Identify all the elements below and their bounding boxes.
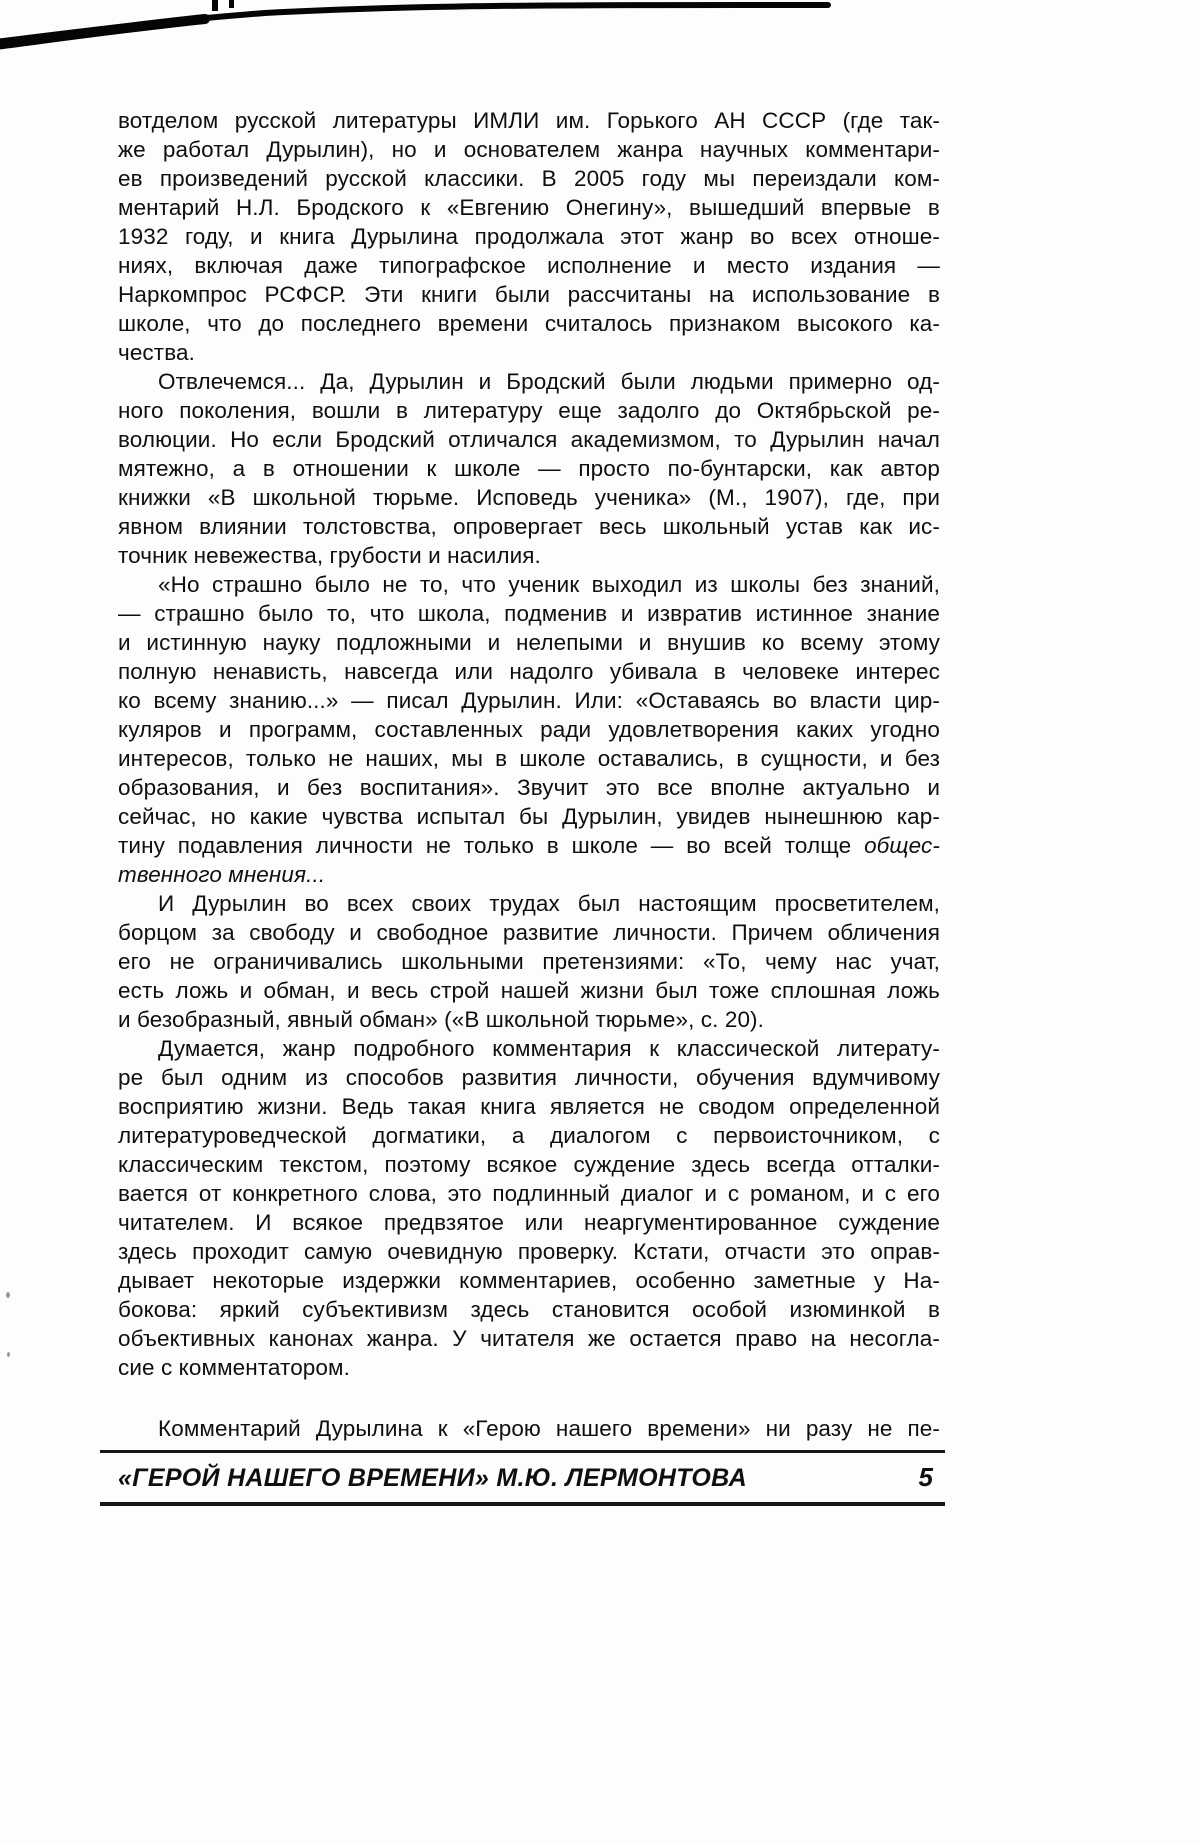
text-line xyxy=(118,483,940,512)
text-run-italic: твенного мнения... xyxy=(118,862,326,887)
text-line xyxy=(118,715,940,744)
text-run: ко всему знанию...» — писал Дурылин. Или: «Оставаясь во власти цир- xyxy=(118,688,940,713)
text-line xyxy=(118,802,940,831)
text-line xyxy=(118,1005,940,1034)
text-line xyxy=(118,454,940,483)
text-line xyxy=(118,599,940,628)
text-run: Наркомпрос РСФСР. Эти книги были рассчитаны на использование в xyxy=(118,282,940,307)
scan-speck xyxy=(7,1352,10,1357)
text-line xyxy=(118,1034,940,1063)
text-line xyxy=(118,657,940,686)
text-line xyxy=(118,251,940,280)
text-run: школе, что до последнего времени считалось признаком высокого ка- xyxy=(118,311,940,336)
text-line xyxy=(118,570,940,599)
text-line xyxy=(118,947,940,976)
text-run: Думается, жанр подробного комментария к классической литерату- xyxy=(158,1036,940,1061)
text-line xyxy=(118,773,940,802)
text-line xyxy=(118,1237,940,1266)
text-line xyxy=(118,1179,940,1208)
text-line xyxy=(118,541,940,570)
text-line xyxy=(118,512,940,541)
text-run: объективных канонах жанра. У читателя же остается право на несогла- xyxy=(118,1326,940,1351)
text-run: читателем. И всякое предвзятое или неаргументированное суждение xyxy=(118,1210,940,1235)
scan-edge-artifact xyxy=(0,0,1200,60)
text-line xyxy=(118,135,940,164)
text-run: 1932 году, и книга Дурылина продолжала этот жанр во всех отноше- xyxy=(118,224,940,249)
text-run: и безобразный, явный обман» («В школьной тюрьме», с. 20). xyxy=(118,1007,765,1032)
text-run: тину подавления личности не только в школе — во всей толще xyxy=(118,833,865,858)
text-line xyxy=(118,860,940,889)
text-run: бокова: яркий субъективизм здесь становится особой изюминкой в xyxy=(118,1297,940,1322)
text-run: есть ложь и обман, и весь строй нашей жизни был тоже сплошная ложь xyxy=(118,978,940,1003)
text-run: ниях, включая даже типографское исполнение и место издания — xyxy=(118,253,940,278)
text-run: вается от конкретного слова, это подлинный диалог и с романом, и с его xyxy=(118,1181,940,1206)
text-run: — страшно было то, что школа, подменив и извратив истинное знание xyxy=(118,601,940,626)
body-text xyxy=(118,106,940,1443)
text-run: сие с комментатором. xyxy=(118,1355,350,1380)
text-line xyxy=(118,831,940,860)
text-run: дывает некоторые издержки комментариев, особенно заметные у На- xyxy=(118,1268,940,1293)
text-run: восприятию жизни. Ведь такая книга является не сводом определенной xyxy=(118,1094,940,1119)
text-run: «Но страшно было не то, что ученик выходил из школы без знаний, xyxy=(158,572,940,597)
text-run: и истинную науку подложными и нелепыми и внушив ко всему этому xyxy=(118,630,940,655)
text-run: образования, и без воспитания». Звучит это все вполне актуально и xyxy=(118,775,940,800)
text-line xyxy=(118,1295,940,1324)
text-line xyxy=(118,1324,940,1353)
text-line xyxy=(118,1121,940,1150)
text-line xyxy=(118,889,940,918)
text-line xyxy=(118,918,940,947)
text-run: здесь проходит самую очевидную проверку. Кстати, отчасти это оправ- xyxy=(118,1239,940,1264)
text-line xyxy=(118,628,940,657)
scan-speck xyxy=(6,1292,10,1298)
text-line xyxy=(118,976,940,1005)
footer-rule-bottom xyxy=(100,1502,945,1506)
text-line xyxy=(118,193,940,222)
text-line xyxy=(118,1414,940,1443)
page-number: 5 xyxy=(918,1462,933,1492)
text-run: ного поколения, вошли в литературу еще задолго до Октябрьской ре- xyxy=(118,398,940,423)
text-run: книжки «В школьной тюрьме. Исповедь ученика» (М., 1907), где, при xyxy=(118,485,940,510)
text-run: ре был одним из способов развития личности, обучения вдумчивому xyxy=(118,1065,940,1090)
text-line xyxy=(118,338,940,367)
text-line xyxy=(118,1353,940,1382)
text-run: Отвлечемся... Да, Дурылин и Бродский были людьми примерно од- xyxy=(158,369,940,394)
text-run: его не ограничивались школьными претензиями: «То, чему нас учат, xyxy=(118,949,940,974)
text-run: интересов, только не наших, мы в школе оставались, в сущности, и без xyxy=(118,746,940,771)
text-line xyxy=(118,396,940,425)
text-run: волюции. Но если Бродский отличался академизмом, то Дурылин начал xyxy=(118,427,940,452)
text-line xyxy=(118,280,940,309)
text-line xyxy=(118,686,940,715)
text-run: литературоведческой догматики, а диалогом с первоисточником, с xyxy=(118,1123,940,1148)
text-line xyxy=(118,106,940,135)
text-run-italic: общес- xyxy=(864,833,940,858)
text-run: чества. xyxy=(118,340,195,365)
text-run: сейчас, но какие чувства испытал бы Дурылин, увидев нынешнюю кар- xyxy=(118,804,940,829)
text-run: Комментарий Дурылина к «Герою нашего времени» ни разу не пе- xyxy=(158,1416,940,1441)
text-run: И Дурылин во всех своих трудах был настоящим просветителем, xyxy=(158,891,940,916)
page-footer xyxy=(100,1450,945,1506)
text-line xyxy=(118,222,940,251)
footer-row xyxy=(100,1453,945,1502)
text-line xyxy=(118,425,940,454)
text-run: вотделом русской литературы ИМЛИ им. Горького АН СССР (где так- xyxy=(118,108,940,133)
text-line xyxy=(118,1092,940,1121)
text-run: ев произведений русской классики. В 2005 году мы переиздали ком- xyxy=(118,166,940,191)
text-line xyxy=(118,367,940,396)
text-run: точник невежества, грубости и насилия. xyxy=(118,543,541,568)
text-run: ментарий Н.Л. Бродского к «Евгению Онегину», вышедший впервые в xyxy=(118,195,940,220)
text-line xyxy=(118,309,940,338)
text-run: классическим текстом, поэтому всякое суждение здесь всегда отталки- xyxy=(118,1152,940,1177)
text-run: куляров и программ, составленных ради удовлетворения каких угодно xyxy=(118,717,940,742)
running-title: «ГЕРОЙ НАШЕГО ВРЕМЕНИ» М.Ю. ЛЕРМОНТОВА xyxy=(118,1464,747,1492)
text-line xyxy=(118,1208,940,1237)
text-run: же работал Дурылин), но и основателем жанра научных комментари- xyxy=(118,137,940,162)
text-run: полную ненависть, навсегда или надолго убивала в человеке интерес xyxy=(118,659,940,684)
text-line xyxy=(118,1063,940,1092)
text-run: борцом за свободу и свободное развитие личности. Причем обличения xyxy=(118,920,940,945)
text-line xyxy=(118,1266,940,1295)
text-run: мятежно, а в отношении к школе — просто по-бунтарски, как автор xyxy=(118,456,940,481)
text-run: явном влиянии толстовства, опровергает весь школьный устав как ис- xyxy=(118,514,940,539)
text-line xyxy=(118,164,940,193)
text-line xyxy=(118,1150,940,1179)
text-line xyxy=(118,744,940,773)
